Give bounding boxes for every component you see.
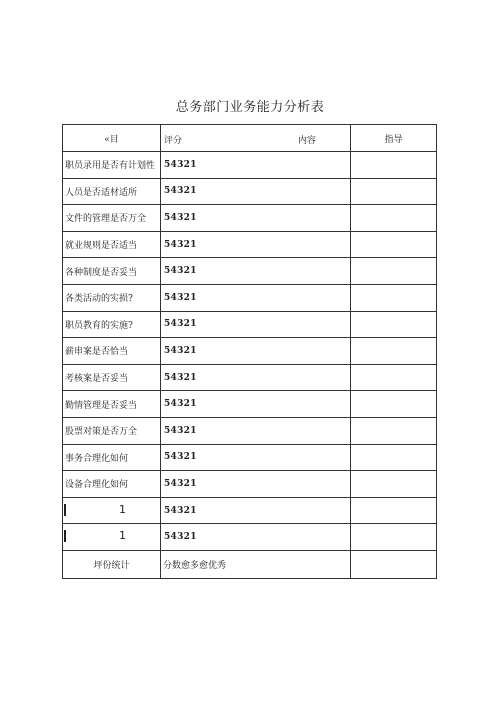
row-item-cell <box>63 524 161 551</box>
footer-label: 坪份统计 <box>63 550 161 578</box>
row-guide[interactable] <box>351 338 437 365</box>
row-guide[interactable] <box>351 391 437 418</box>
table-row <box>63 178 437 205</box>
row-marker-bar <box>64 530 66 542</box>
row-item: 薪串案是否恰当 <box>63 338 161 365</box>
row-score-scale[interactable]: 54321 <box>161 338 351 365</box>
row-item: 考核案是否妥当 <box>63 364 161 391</box>
row-item-cell <box>63 497 161 524</box>
table-row <box>63 338 437 365</box>
table-row <box>63 497 437 524</box>
row-score-scale[interactable]: 54321 <box>161 152 351 179</box>
row-marker-bar <box>64 504 66 516</box>
row-guide[interactable] <box>351 444 437 471</box>
row-item: 就业规则是否适当 <box>63 231 161 258</box>
row-score-scale[interactable]: 54321 <box>161 284 351 311</box>
table-body <box>63 125 437 579</box>
header-item: «目 <box>63 125 161 152</box>
footer-guide[interactable] <box>351 550 437 578</box>
row-guide[interactable] <box>351 231 437 258</box>
row-guide[interactable] <box>351 497 437 524</box>
row-item: 职员录用是否有计划性 <box>63 152 161 179</box>
table-header-row <box>63 125 437 152</box>
row-guide[interactable] <box>351 417 437 444</box>
header-score: 评分 <box>164 136 183 146</box>
header-guide: 指导 <box>351 125 437 152</box>
footer-value: 分数愈多愈优秀 <box>161 550 351 578</box>
page-title: 总务部门业务能力分析表 <box>175 100 325 115</box>
table-row <box>63 444 437 471</box>
row-item: 文件的管理是否万全 <box>63 205 161 232</box>
row-score-scale[interactable]: 54321 <box>161 524 351 551</box>
table-row <box>63 152 437 179</box>
row-score-scale[interactable]: 54321 <box>161 444 351 471</box>
row-score-scale[interactable]: 54321 <box>161 311 351 338</box>
row-score-scale[interactable]: 54321 <box>161 417 351 444</box>
table-row <box>63 258 437 285</box>
row-guide[interactable] <box>351 152 437 179</box>
row-item: 各类活动的实损? <box>63 284 161 311</box>
table-row <box>63 417 437 444</box>
row-score-scale[interactable]: 54321 <box>161 231 351 258</box>
row-score-scale[interactable]: 54321 <box>161 205 351 232</box>
analysis-table <box>62 124 437 579</box>
table-row <box>63 231 437 258</box>
row-score-scale[interactable]: 54321 <box>161 178 351 205</box>
row-item: 职员教育的实施? <box>63 311 161 338</box>
row-score-scale[interactable]: 54321 <box>161 497 351 524</box>
row-guide[interactable] <box>351 178 437 205</box>
row-guide[interactable] <box>351 284 437 311</box>
row-item: 1 <box>119 529 126 543</box>
row-item: 人员是否适材适所 <box>63 178 161 205</box>
row-item: 1 <box>119 502 126 516</box>
table-row <box>63 391 437 418</box>
row-score-scale[interactable]: 54321 <box>161 364 351 391</box>
row-guide[interactable] <box>351 524 437 551</box>
row-score-scale[interactable]: 54321 <box>161 258 351 285</box>
row-guide[interactable] <box>351 205 437 232</box>
row-item: 勤情管理是否妥当 <box>63 391 161 418</box>
table-row <box>63 364 437 391</box>
row-item: 设备合理化如何 <box>63 471 161 498</box>
table-row <box>63 471 437 498</box>
table-row <box>63 524 437 551</box>
header-content: 内容 <box>298 136 317 146</box>
row-guide[interactable] <box>351 364 437 391</box>
table-row <box>63 205 437 232</box>
row-score-scale[interactable]: 54321 <box>161 391 351 418</box>
table-row <box>63 311 437 338</box>
row-guide[interactable] <box>351 258 437 285</box>
row-item: 各种制度是否妥当 <box>63 258 161 285</box>
table-footer-row <box>63 550 437 578</box>
row-score-scale[interactable]: 54321 <box>161 471 351 498</box>
row-guide[interactable] <box>351 311 437 338</box>
table-row <box>63 284 437 311</box>
header-score-content <box>161 125 351 152</box>
row-item: 股票对策是否万全 <box>63 417 161 444</box>
row-item: 事务合理化如何 <box>63 444 161 471</box>
row-guide[interactable] <box>351 471 437 498</box>
